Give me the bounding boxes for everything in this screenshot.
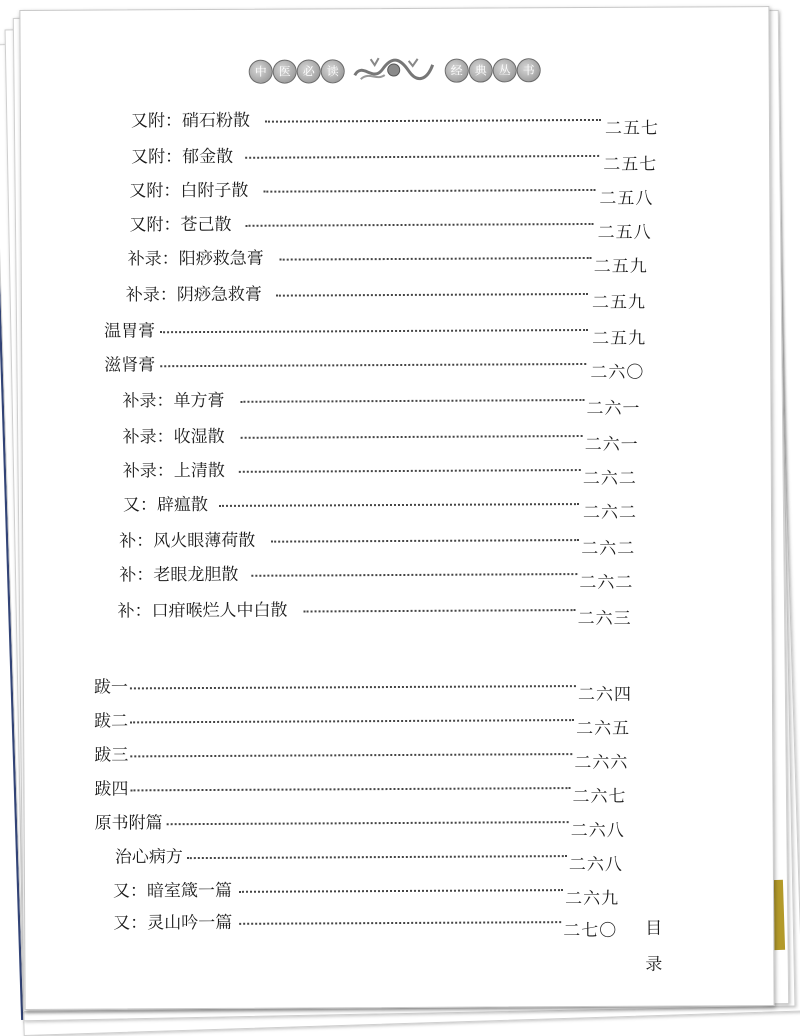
header-seal: 医 [273,60,297,84]
dot-leader [130,787,570,791]
toc-entry [122,454,649,490]
toc-entry [127,242,654,277]
dot-leader [187,855,567,859]
entry-title: 补：风火眼薄荷散 [119,530,256,552]
entry-title: 补录：收湿散 [122,426,225,448]
toc-entry [94,772,634,808]
entry-title: 温胃膏 [104,321,156,342]
entry-title: 又附：白附子散 [129,180,249,202]
entry-page-number: 二六二 [581,538,636,560]
toc-entry [131,140,658,175]
entry-page-number: 二六一 [584,434,639,456]
toc-entry [119,558,645,594]
dot-leader [130,753,572,757]
header-seal: 典 [469,58,493,82]
entry-page-number: 二五九 [591,292,646,313]
side-label-char: 目 [645,918,663,939]
toc-entry [113,906,633,942]
entry-page-number: 二五九 [592,328,647,349]
entry-title: 补：口疳喉烂人中白散 [117,600,288,622]
dot-leader [167,821,569,825]
entry-page-number: 二五七 [603,154,658,175]
entry-page-number: 二六三 [577,608,632,630]
entry-title: 补：老眼龙胆散 [119,564,239,586]
entry-title: 治心病方 [114,847,183,868]
dot-leader [245,155,599,159]
entry-title: 原书附篇 [94,813,163,834]
toc-entry [129,174,655,209]
entry-page-number: 二五九 [593,256,648,277]
toc-entry [112,874,633,910]
dot-leader [251,573,577,577]
dot-leader [239,469,581,473]
toc-entry [104,314,650,349]
entry-page-number: 二六〇 [590,362,645,383]
entry-title: 跋二 [94,711,129,732]
entry-title: 补录：阴痧急救膏 [125,284,262,306]
toc-entry [104,348,650,383]
entry-title: 又：辟瘟散 [122,494,209,516]
toc-entry [119,524,645,560]
dot-leader [304,609,576,612]
entry-page-number: 二六八 [570,820,625,842]
toc-entry [129,208,655,243]
dot-leader [130,719,574,723]
dot-leader [276,293,588,297]
entry-title: 又附：硝石粉散 [130,110,251,132]
dot-leader [240,399,584,403]
header-seal: 书 [517,58,541,82]
dot-leader [160,363,586,367]
header-seal: 中 [249,60,273,84]
entry-page-number: 二六二 [579,572,634,594]
entry-page-number: 二六二 [582,468,637,490]
toc-entry [125,278,652,313]
dot-leader [160,329,588,333]
entry-title: 补录：上清散 [122,460,225,482]
entry-page-number: 二六一 [586,398,641,420]
entry-title: 又：灵山吟一篇 [113,912,233,934]
dot-leader [246,223,594,227]
entry-page-number: 二五八 [597,222,652,243]
entry-title: 跋一 [93,677,128,698]
entry-title: 滋肾膏 [104,355,156,376]
table-of-contents [20,7,773,1009]
entry-title: 补录：阳痧救急膏 [127,248,264,270]
dot-leader [280,257,592,261]
side-label-char: 录 [645,954,663,975]
dot-leader [239,889,563,893]
toc-entry [117,594,643,630]
toc-entry [93,670,634,706]
toc-entry [94,806,635,842]
toc-entry [122,488,649,524]
entry-page-number: 二六四 [577,684,633,706]
entry-page-number: 二六二 [582,502,638,524]
header-seal: 经 [445,59,469,83]
entry-page-number: 二六五 [576,718,631,740]
entry-page-number: 二五七 [604,118,660,139]
entry-page-number: 二五八 [599,188,654,209]
entry-page-number: 二六九 [564,888,620,910]
dot-leader [239,921,561,925]
dot-leader [265,119,601,123]
header-seal: 丛 [493,58,517,82]
toc-entry [94,704,634,740]
dot-leader [130,685,576,689]
toc-page [19,6,774,1010]
entry-title: 又：暗室箴一篇 [112,880,233,902]
entry-page-number: 二六八 [568,854,623,876]
toc-entry [114,840,635,876]
header-seal: 读 [321,59,345,83]
dot-leader [241,435,583,439]
toc-entry [122,420,649,456]
entry-title: 跋四 [94,779,129,800]
header-seal: 必 [297,59,321,83]
toc-entry [130,104,660,139]
dot-leader [263,189,595,193]
toc-entry [122,384,648,420]
entry-page-number: 二六七 [572,786,627,808]
entry-title: 跋三 [94,745,129,766]
entry-page-number: 二七〇 [563,920,618,942]
toc-entry [94,738,634,774]
entry-title: 又附：郁金散 [131,146,234,168]
entry-title: 又附：苍己散 [129,214,232,236]
dot-leader [219,503,579,507]
entry-page-number: 二六六 [574,752,629,774]
dot-leader [271,539,579,543]
entry-title: 补录：单方膏 [122,390,225,412]
